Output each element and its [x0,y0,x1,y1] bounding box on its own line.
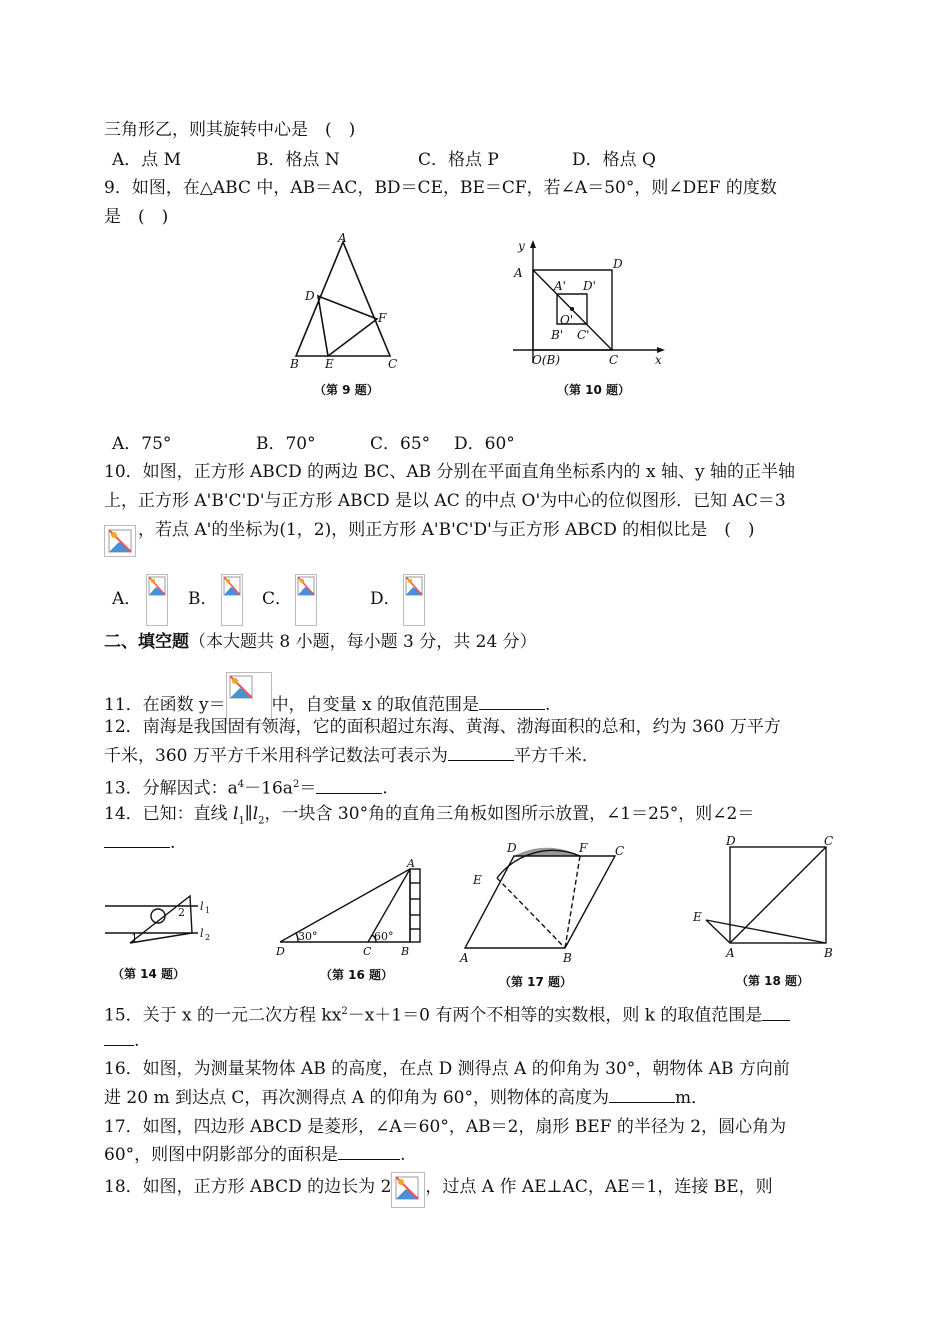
q14-post: ，一块含 30°角的直角三角板如图所示放置，∠1＝25°，则∠2＝ [264,804,755,824]
q11-post: 中，自变量 x 的取值范围是 [271,695,480,715]
q9-option-c: C．65° [370,434,431,454]
fig9-label-f: F [378,311,387,325]
q17-line-2-post: . [400,1145,406,1165]
figure-9 [280,230,410,405]
fig17-label-a: A [460,951,469,965]
figure-16 [270,855,430,988]
fig17-shaded-segment [514,848,580,856]
q17-answer-blank [338,1158,400,1160]
fig14-label-l1-sub: 1 [205,906,211,915]
q17-line-2-pre: 60°，则图中阴影部分的面积是 [104,1145,339,1165]
fig10-label-y: y [518,239,525,253]
fig18-label-c: C [824,835,834,848]
q8-option-a: A．点 M [112,150,182,170]
fig10-label-b2: B' [551,328,564,342]
q11-pre: 11．在函数 y＝ [104,695,226,715]
fig17-label-b: B [563,951,572,965]
fig10-label-a2: A' [554,279,566,293]
q16-line-2-pre: 进 20 m 到达点 C，再次测得点 A 的仰角为 60°，则物体的高度为 [104,1088,609,1108]
fig10-label-o2: O' [560,313,574,327]
q13-pre: 13．分解因式：a [104,778,238,799]
fig16-label-30: 30° [298,930,318,943]
section-2-title: 二、填空题 [104,632,189,652]
q10-option-d: D． [370,589,401,609]
q14-answer-blank [104,846,170,848]
fig16-label-60: 60° [374,930,394,943]
fig14-label-angle-2: 2 [178,906,185,919]
fig18-segment-be [706,920,826,943]
q14-l1-sub: 1 [238,815,245,827]
q14-end: . [170,833,176,853]
q13-mid: －16a [244,778,293,799]
fig14-triangle-ruler [130,896,192,943]
q10-option-c: C． [262,589,293,609]
q13-line [104,773,388,801]
q14-line-1 [104,802,754,833]
q12-line-2 [104,744,599,768]
q12-line-1: 12．南海是我国固有领海，它的面积超过东海、黄海、渤海面积的总和，约为 360 万平方 [104,717,781,737]
fig9-label-a: A [338,231,347,245]
q10-option-c-image-icon [295,574,317,626]
q18-pre: 18．如图，正方形 ABCD 的边长为 2 [104,1177,392,1197]
fig14-label-angle-1: 1 [131,932,138,945]
q10-line-1: 10．如图，正方形 ABCD 的两边 BC、AB 分别在平面直角坐标系内的 x 轴、y 轴的正半轴 [104,462,795,482]
figure-17 [455,838,635,998]
fig16-label-b: B [401,945,410,958]
fig16-object-building [410,869,420,942]
fig17-rhombus-abcd [465,856,615,948]
q14-line-2 [104,831,175,855]
q15-end: . [134,1031,140,1051]
figure-10 [505,238,675,408]
fig14-label-l2-sub: 2 [205,933,211,942]
fig16-label-a: A [407,857,415,870]
q18-formula-image-icon [391,1172,425,1208]
fig16-caption: （第 16 题） [320,968,394,982]
fig17-label-e: E [473,873,482,887]
fig18-label-b: B [824,946,833,960]
q8-line: 三角形乙，则其旋转中心是 ( ) [104,120,356,140]
q12-line-2-pre: 千米，360 万平方千米用科学记数法可表示为 [104,746,448,766]
q15-pre: 15．关于 x 的一元二次方程 kx [104,1005,342,1026]
q15-post: －x＋1＝0 有两个不相等的实数根，则 k 的取值范围是 [347,1005,763,1026]
fig14-label-l1: l [200,900,204,913]
fig9-label-c: C [388,357,398,371]
fig10-label-d: D [613,257,623,271]
q15-line-1 [104,1000,790,1028]
q14-l1-letter: l [233,804,239,824]
fig10-label-c2: C' [577,328,590,342]
fig16-label-c: C [363,945,372,958]
q10-formula-image-icon [104,525,136,557]
fig17-caption: （第 17 题） [499,975,573,989]
q13-end: . [382,778,388,799]
q9-option-d: D．60° [454,434,515,454]
section-2-note: （本大题共 8 小题，每小题 3 分，共 24 分） [189,632,537,652]
q10-option-b: B． [188,589,218,609]
fig18-diagonal-ac [730,847,826,943]
fig18-label-e: E [693,910,702,924]
fig14-caption: （第 14 题） [112,967,186,981]
q13-answer-blank [316,792,382,794]
fig9-caption: （第 9 题） [314,383,379,397]
q16-line-2 [104,1086,708,1110]
q18-line-1 [104,1172,773,1208]
q16-line-2-post: m． [675,1088,709,1108]
q8-option-c: C．格点 P [418,150,499,170]
fig10-label-x: x [655,353,662,367]
q15-answer-blank-part-2 [104,1044,134,1046]
q10-option-a: A． [112,589,142,609]
fig17-label-d: D [507,841,517,855]
q17-line-1: 17．如图，四边形 ABCD 是菱形，∠A＝60°，AB＝2，扇形 BEF 的半径为 2，圆心角为 [104,1117,787,1137]
q8-option-b: B．格点 N [256,150,340,170]
q16-line-1: 16．如图，为测量某物体 AB 的高度，在点 D 测得点 A 的仰角为 30°，朝物体 AB 方向前 [104,1059,790,1079]
q8-option-d: D．格点 Q [572,150,656,170]
fig9-label-d: D [305,289,315,303]
q10-option-d-image-icon [403,574,425,626]
q14-pre: 14．已知：直线 [104,804,234,824]
fig10-label-d2: D' [583,279,596,293]
fig10-label-a: A [514,266,523,280]
fig14-label-l2: l [200,927,204,940]
fig16-label-d: D [276,945,285,958]
q15-exp: 2 [341,1006,348,1017]
q9-option-b: B．70° [256,434,316,454]
q10-line-3: ，若点 A'的坐标为(1，2)，则正方形 A'B'C'D'与正方形 ABCD 的相似比是 ( ) [138,520,755,540]
q10-option-a-image-icon [146,574,168,626]
fig17-radius-be [497,878,565,948]
q18-post: ，过点 A 作 AE⊥AC，AE＝1，连接 BE，则 [425,1177,773,1197]
fig10-caption: （第 10 题） [557,383,631,397]
q10-option-b-image-icon [221,574,243,626]
q12-line-2-post: 平方千米． [513,746,599,766]
figure-18 [688,835,848,995]
fig18-label-a: A [726,946,735,960]
fig17-label-c: C [615,844,625,858]
q13-exp-2: 2 [292,779,300,790]
q15-answer-blank-part-1 [762,1019,790,1021]
q16-answer-blank [609,1101,675,1103]
fig17-label-f: F [579,841,588,855]
fig10-y-arrow [530,240,536,248]
section-2-heading [104,630,537,654]
q14-l2-letter: l [252,804,259,824]
fig18-label-d: D [726,835,736,848]
q17-line-2 [104,1143,406,1167]
q12-answer-blank [448,759,514,761]
q9-option-a: A．75° [112,434,172,454]
q11-end: . [545,695,551,715]
q10-line-2: 上，正方形 A'B'C'D'与正方形 ABCD 是以 AC 的中点 O'为中心的位似图形．已知 AC＝3 [104,491,786,511]
q14-l2-sub: 2 [258,815,265,827]
fig10-center-dot [570,307,574,311]
fig9-label-b: B [290,357,299,371]
fig10-label-c: C [609,353,619,367]
q15-line-2 [104,1029,139,1053]
fig10-label-ob: O(B) [532,353,561,367]
q9-line-1: 9．如图，在△ABC 中，AB＝AC，BD＝CE，BE＝CF，若∠A＝50°，则∠DEF 的度数 [104,178,777,198]
fig18-caption: （第 18 题） [736,974,810,988]
fig9-label-e: E [325,357,334,371]
q9-line-2: 是 ( ) [104,207,169,227]
q11-answer-blank [479,708,545,710]
figure-14 [100,880,220,988]
q13-exp-1: 4 [237,779,245,790]
q14-parallel: ∥ [244,804,253,824]
q13-eq: ＝ [299,778,317,799]
